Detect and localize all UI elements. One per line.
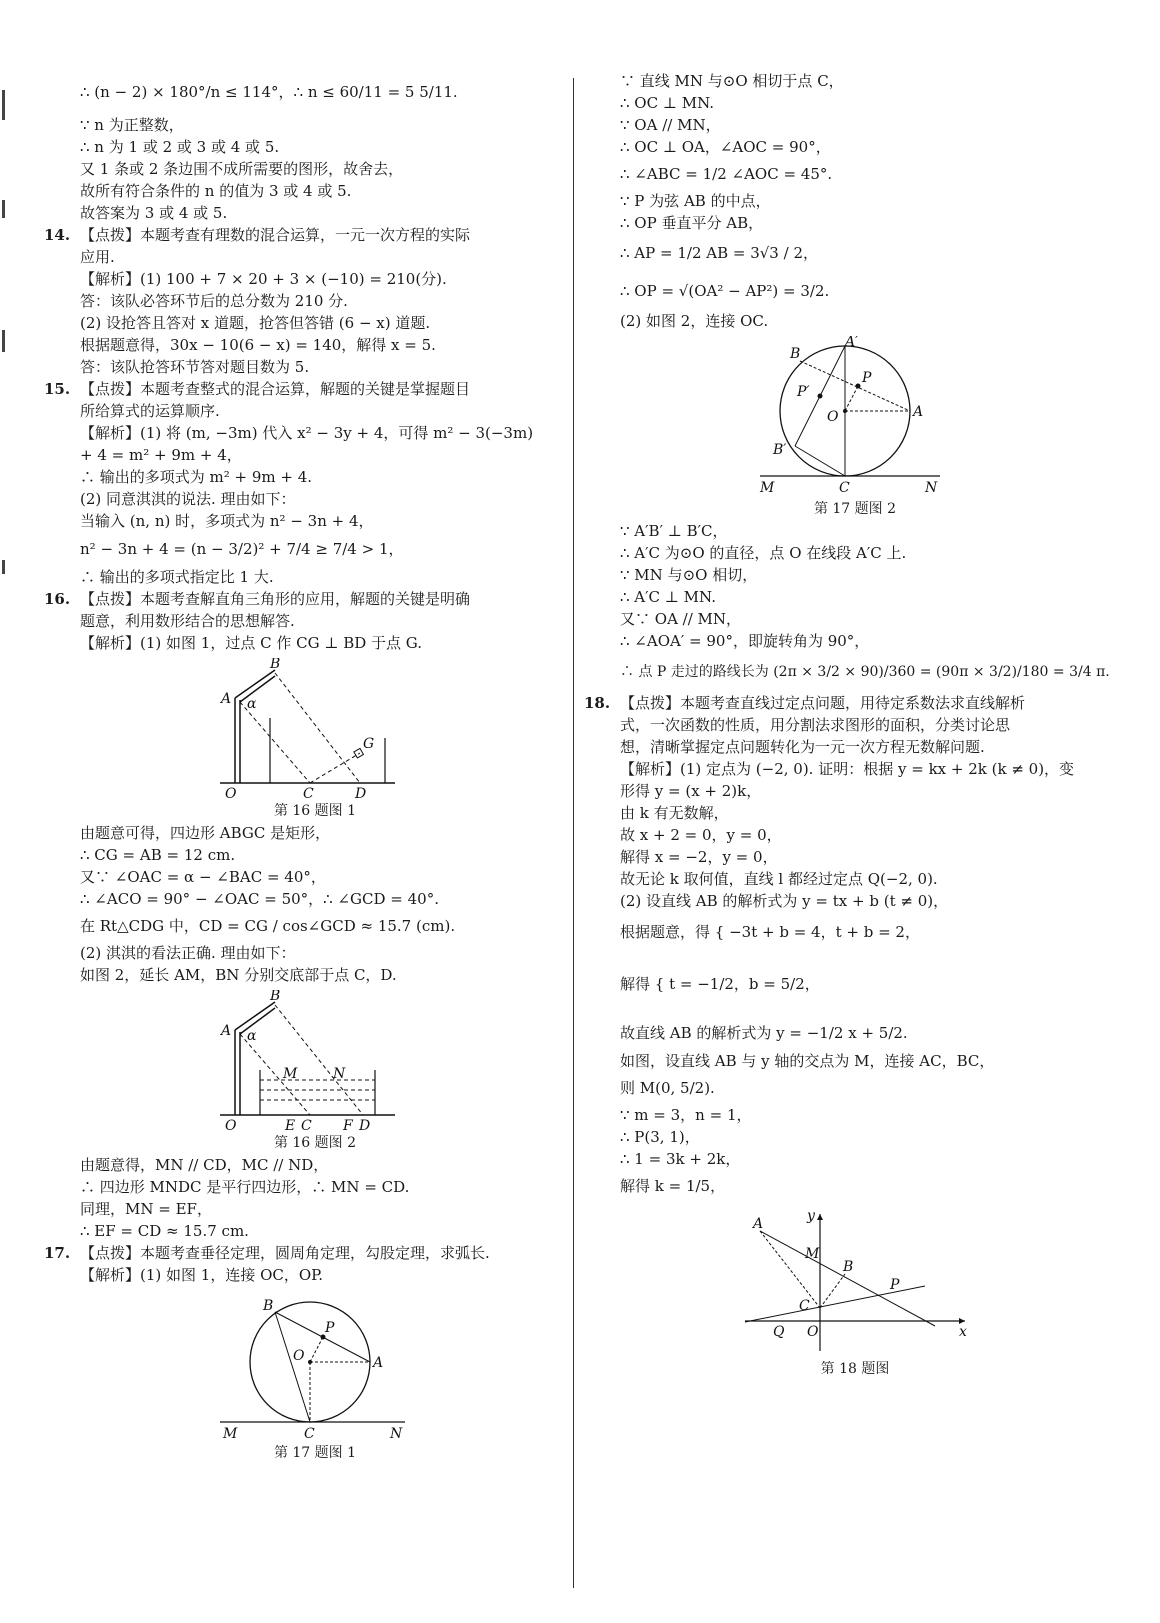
text-line: ∵ n 为正整数， — [80, 116, 184, 134]
label-M: M — [283, 1066, 298, 1082]
text-line: ∴ n 为 1 或 2 或 3 或 4 或 5. — [80, 138, 280, 156]
figure-caption: 第 18 题图 — [820, 1361, 890, 1377]
text-line: (2) 淇淇的看法正确. 理由如下： — [80, 944, 296, 962]
question-number: 18. — [584, 694, 611, 712]
label-A: A — [221, 691, 232, 707]
text-line: 【解析】(1) 100 + 7 × 20 + 3 × (−10) = 210(分). — [80, 270, 447, 288]
label-F: F — [343, 1118, 353, 1130]
text-line: 同理，MN = EF， — [80, 1200, 212, 1218]
text-line: ∴ ∠ABC = 1/2 ∠AOC = 45°. — [620, 165, 833, 183]
text-line: ∴ 输出的多项式指定比 1 大. — [80, 568, 274, 586]
text-line: 解得 { t = −1/2，b = 5/2， — [620, 975, 820, 993]
label-P-prime: P′ — [797, 384, 810, 400]
text-line: 【点拨】本题考查整式的混合运算，解题的关键是掌握题目 — [80, 380, 471, 398]
label-B: B — [790, 346, 801, 362]
text-line: 故 x + 2 = 0，y = 0， — [620, 826, 782, 844]
text-line: ∵ MN 与⊙O 相切， — [620, 566, 758, 584]
question-number: 16. — [44, 590, 71, 608]
label-B: B — [263, 1298, 274, 1314]
label-O: O — [225, 1118, 237, 1130]
label-A: A — [373, 1355, 384, 1371]
label-C: C — [799, 1298, 810, 1314]
text-line: 如图，设直线 AB 与 y 轴的交点为 M，连接 AC，BC， — [620, 1052, 995, 1070]
figure-caption: 第 17 题图 1 — [273, 1445, 357, 1461]
label-B: B — [270, 990, 281, 1004]
label-M: M — [760, 480, 775, 496]
text-line: 【点拨】本题考查有理数的混合运算，一元一次方程的实际 — [80, 226, 471, 244]
label-B-prime: B′ — [773, 442, 787, 458]
text-line: 【点拨】本题考查垂径定理，圆周角定理，勾股定理，求弧长. — [80, 1244, 490, 1262]
text-line: ∴ CG = AB = 12 cm. — [80, 846, 236, 864]
text-line: 又∵ ∠OAC = α − ∠BAC = 40°， — [80, 868, 326, 886]
label-A: A — [221, 1023, 232, 1039]
text-line: ∴ 点 P 走过的路线长为 (2π × 3/2 × 90)/360 = (90π × 3/2)/180 = 3/4 π. — [620, 664, 1110, 680]
text-line: n² − 3n + 4 = (n − 3/2)² + 7/4 ≥ 7/4 > 1， — [80, 540, 404, 558]
column-divider — [573, 78, 574, 1588]
label-O: O — [827, 409, 839, 425]
label-Q: Q — [773, 1324, 785, 1340]
right-column — [584, 70, 1110, 1380]
text-line: ∴ P(3, 1)， — [620, 1128, 700, 1146]
label-O: O — [807, 1324, 819, 1340]
figure-16-1 — [215, 658, 415, 798]
text-line: 形得 y = (x + 2)k， — [620, 782, 762, 800]
label-alpha: α — [247, 696, 257, 712]
question-number: 17. — [44, 1244, 71, 1262]
text-line: 【点拨】本题考查解直角三角形的应用，解题的关键是明确 — [80, 590, 471, 608]
text-line: 答：该队抢答环节答对题目数为 5. — [80, 358, 310, 376]
text-line: 题意，利用数形结合的思想解答. — [80, 612, 295, 630]
label-P: P — [890, 1277, 900, 1293]
text-line: 又∵ OA // MN， — [620, 610, 742, 628]
label-A-prime: A′ — [845, 336, 859, 350]
label-D: D — [355, 786, 367, 798]
question-15 — [44, 378, 550, 588]
question-18 — [584, 692, 1090, 1380]
figure-16-2 — [215, 990, 415, 1130]
figure-caption: 第 17 题图 2 — [813, 501, 897, 517]
text-line: 根据题意，得 { −3t + b = 4，t + b = 2， — [620, 923, 920, 941]
text-line: 则 M(0, 5/2). — [620, 1079, 715, 1097]
question-number: 15. — [44, 380, 71, 398]
text-line: 所给算式的运算顺序. — [80, 402, 220, 420]
text-line: ∴ A′C ⊥ MN. — [620, 588, 716, 606]
label-P: P — [325, 1320, 335, 1336]
text-line: ∴ OP = √(OA² − AP²) = 3/2. — [620, 282, 830, 300]
label-A: A — [753, 1216, 764, 1232]
label-O: O — [293, 1348, 305, 1364]
text-line: ∵ m = 3，n = 1， — [620, 1106, 752, 1124]
text-line: ∴ ∠ACO = 90° − ∠OAC = 50°，∴ ∠GCD = 40°. — [80, 890, 439, 908]
text-line: ∴ 四边形 MNDC 是平行四边形，∴ MN = CD. — [80, 1178, 410, 1196]
text-line: ∴ AP = 1/2 AB = 3√3 / 2， — [620, 244, 818, 262]
text-line: 【点拨】本题考查直线过定点问题，用待定系数法求直线解析 — [620, 694, 1026, 712]
intro-lines — [80, 70, 550, 224]
text-line: 故直线 AB 的解析式为 y = −1/2 x + 5/2. — [620, 1024, 908, 1042]
text-line: 又 1 条或 2 条边围不成所需要的图形，故舍去， — [80, 160, 404, 178]
label-O: O — [225, 786, 237, 798]
figure-17-2 — [755, 336, 955, 496]
text-line: 想，清晰掌握定点问题转化为一元一次方程无数解问题. — [620, 738, 985, 756]
label-N: N — [925, 480, 938, 496]
label-M: M — [805, 1246, 820, 1262]
figure-caption: 第 16 题图 1 — [273, 803, 357, 819]
label-E: E — [285, 1118, 296, 1130]
text-line: ∵ P 为弦 AB 的中点， — [620, 192, 771, 210]
text-line: ∴ (n − 2) × 180°/n ≤ 114°，∴ n ≤ 60/11 = 5 5/11. — [80, 83, 458, 101]
text-line: 故无论 k 取何值，直线 l 都经过定点 Q(−2, 0). — [620, 870, 938, 888]
text-line: 式，一次函数的性质，用分割法求图形的面积，分类讨论思 — [620, 716, 1011, 734]
label-B: B — [270, 658, 281, 672]
text-line: 根据题意得，30x − 10(6 − x) = 140，解得 x = 5. — [80, 336, 436, 354]
label-y: y — [807, 1208, 815, 1224]
label-B: B — [843, 1259, 854, 1275]
text-line: ∴ 1 = 3k + 2k， — [620, 1150, 741, 1168]
text-line: 在 Rt△CDG 中，CD = CG / cos∠GCD ≈ 15.7 (cm). — [80, 917, 456, 935]
text-line: 解得 x = −2，y = 0， — [620, 848, 778, 866]
label-N: N — [390, 1426, 403, 1440]
figure-18 — [735, 1206, 975, 1356]
scan-edge — [0, 80, 12, 1580]
label-D: D — [359, 1118, 371, 1130]
text-line: ∵ A′B′ ⊥ B′C， — [620, 522, 728, 540]
text-line: 应用. — [80, 248, 115, 266]
text-line: 解得 k = 1/5， — [620, 1177, 726, 1195]
question-17-part1 — [44, 1242, 550, 1464]
text-line: ∴ EF = CD ≈ 15.7 cm. — [80, 1222, 249, 1240]
text-line: 答：该队必答环节后的总分数为 210 分. — [80, 292, 348, 310]
text-line: ∴ OP 垂直平分 AB， — [620, 214, 764, 232]
label-C: C — [304, 1426, 315, 1440]
text-line: (2) 设抢答且答对 x 道题，抢答但答错 (6 − x) 道题. — [80, 314, 431, 332]
label-A: A — [913, 404, 924, 420]
text-line: 由题意得，MN // CD，MC // ND， — [80, 1156, 329, 1174]
text-line: (2) 如图 2，连接 OC. — [620, 312, 769, 330]
label-C: C — [839, 480, 850, 496]
text-line: 当输入 (n, n) 时，多项式为 n² − 3n + 4， — [80, 512, 374, 530]
label-M: M — [223, 1426, 238, 1440]
text-line: (2) 同意淇淇的说法. 理由如下： — [80, 490, 296, 508]
label-N: N — [333, 1066, 346, 1082]
text-line: ∴ OC ⊥ MN. — [620, 94, 715, 112]
figure-caption: 第 16 题图 2 — [273, 1135, 357, 1151]
label-x: x — [959, 1324, 967, 1340]
label-C: C — [303, 786, 314, 798]
text-line: ∴ ∠AOA′ = 90°，即旋转角为 90°， — [620, 632, 870, 650]
label-C: C — [301, 1118, 312, 1130]
question-16 — [44, 588, 550, 1242]
label-G: G — [363, 736, 375, 752]
text-line: 如图 2，延长 AM，BN 分别交底部于点 C，D. — [80, 966, 397, 984]
left-column — [44, 70, 550, 1464]
text-line: 由题意可得，四边形 ABGC 是矩形， — [80, 824, 331, 842]
text-line: (2) 设直线 AB 的解析式为 y = tx + b (t ≠ 0)， — [620, 892, 949, 910]
text-line: ∴ OC ⊥ OA，∠AOC = 90°， — [620, 138, 831, 156]
text-line: + 4 = m² + 9m + 4， — [80, 446, 242, 464]
label-alpha: α — [247, 1028, 257, 1044]
text-line: 【解析】(1) 如图 1，连接 OC，OP. — [80, 1266, 323, 1284]
text-line: ∴ A′C 为⊙O 的直径，点 O 在线段 A′C 上. — [620, 544, 907, 562]
question-17-part2 — [620, 70, 1110, 692]
label-P: P — [862, 370, 872, 386]
question-14 — [44, 224, 550, 378]
text-line: ∵ OA // MN， — [620, 116, 721, 134]
text-line: 【解析】(1) 定点为 (−2, 0). 证明：根据 y = kx + 2k (k ≠ 0)，变 — [620, 760, 1075, 778]
text-line: ∵ 直线 MN 与⊙O 相切于点 C， — [620, 72, 844, 90]
text-line: 故所有符合条件的 n 的值为 3 或 4 或 5. — [80, 182, 352, 200]
text-line: 故答案为 3 或 4 或 5. — [80, 204, 228, 222]
text-line: 【解析】(1) 将 (m, −3m) 代入 x² − 3y + 4，可得 m² − 3(−3m) — [80, 424, 534, 442]
text-line: ∴ 输出的多项式为 m² + 9m + 4. — [80, 468, 313, 486]
question-number: 14. — [44, 226, 71, 244]
text-line: 由 k 有无数解， — [620, 804, 729, 822]
figure-17-1 — [215, 1290, 415, 1440]
text-line: 【解析】(1) 如图 1，过点 C 作 CG ⊥ BD 于点 G. — [80, 634, 423, 652]
